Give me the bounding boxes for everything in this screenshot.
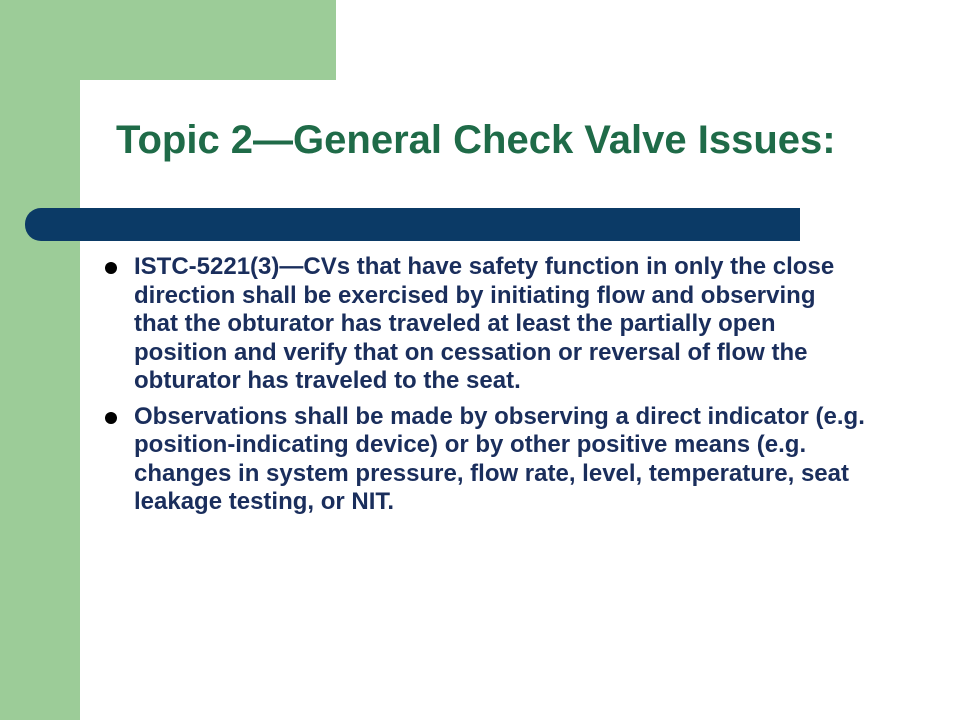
top-green-band xyxy=(0,0,336,80)
bullet-text: ISTC-5221(3)—CVs that have safety function in only the close direction shall be exercised by initiating flow and observing that the obturator has traveled at least the partially open position and verify that on cessation or reversal of flow the obturator has traveled to the seat. xyxy=(134,253,835,394)
bullet-text: Observations shall be made by observing a direct indicator (e.g. position-indicating device) or by other positive means (e.g. changes in system pressure, flow rate, level, temperature, seat leakage testing, or NIT. xyxy=(134,402,865,515)
title-divider-bar xyxy=(25,208,800,241)
bullet-dot-icon xyxy=(105,262,117,274)
slide-title: Topic 2—General Check Valve Issues: xyxy=(116,118,836,162)
bullet-item xyxy=(105,403,865,517)
sidebar-green-band xyxy=(0,0,80,720)
bullet-list xyxy=(105,253,865,524)
bullet-item xyxy=(105,253,865,396)
bullet-dot-icon xyxy=(105,412,117,424)
